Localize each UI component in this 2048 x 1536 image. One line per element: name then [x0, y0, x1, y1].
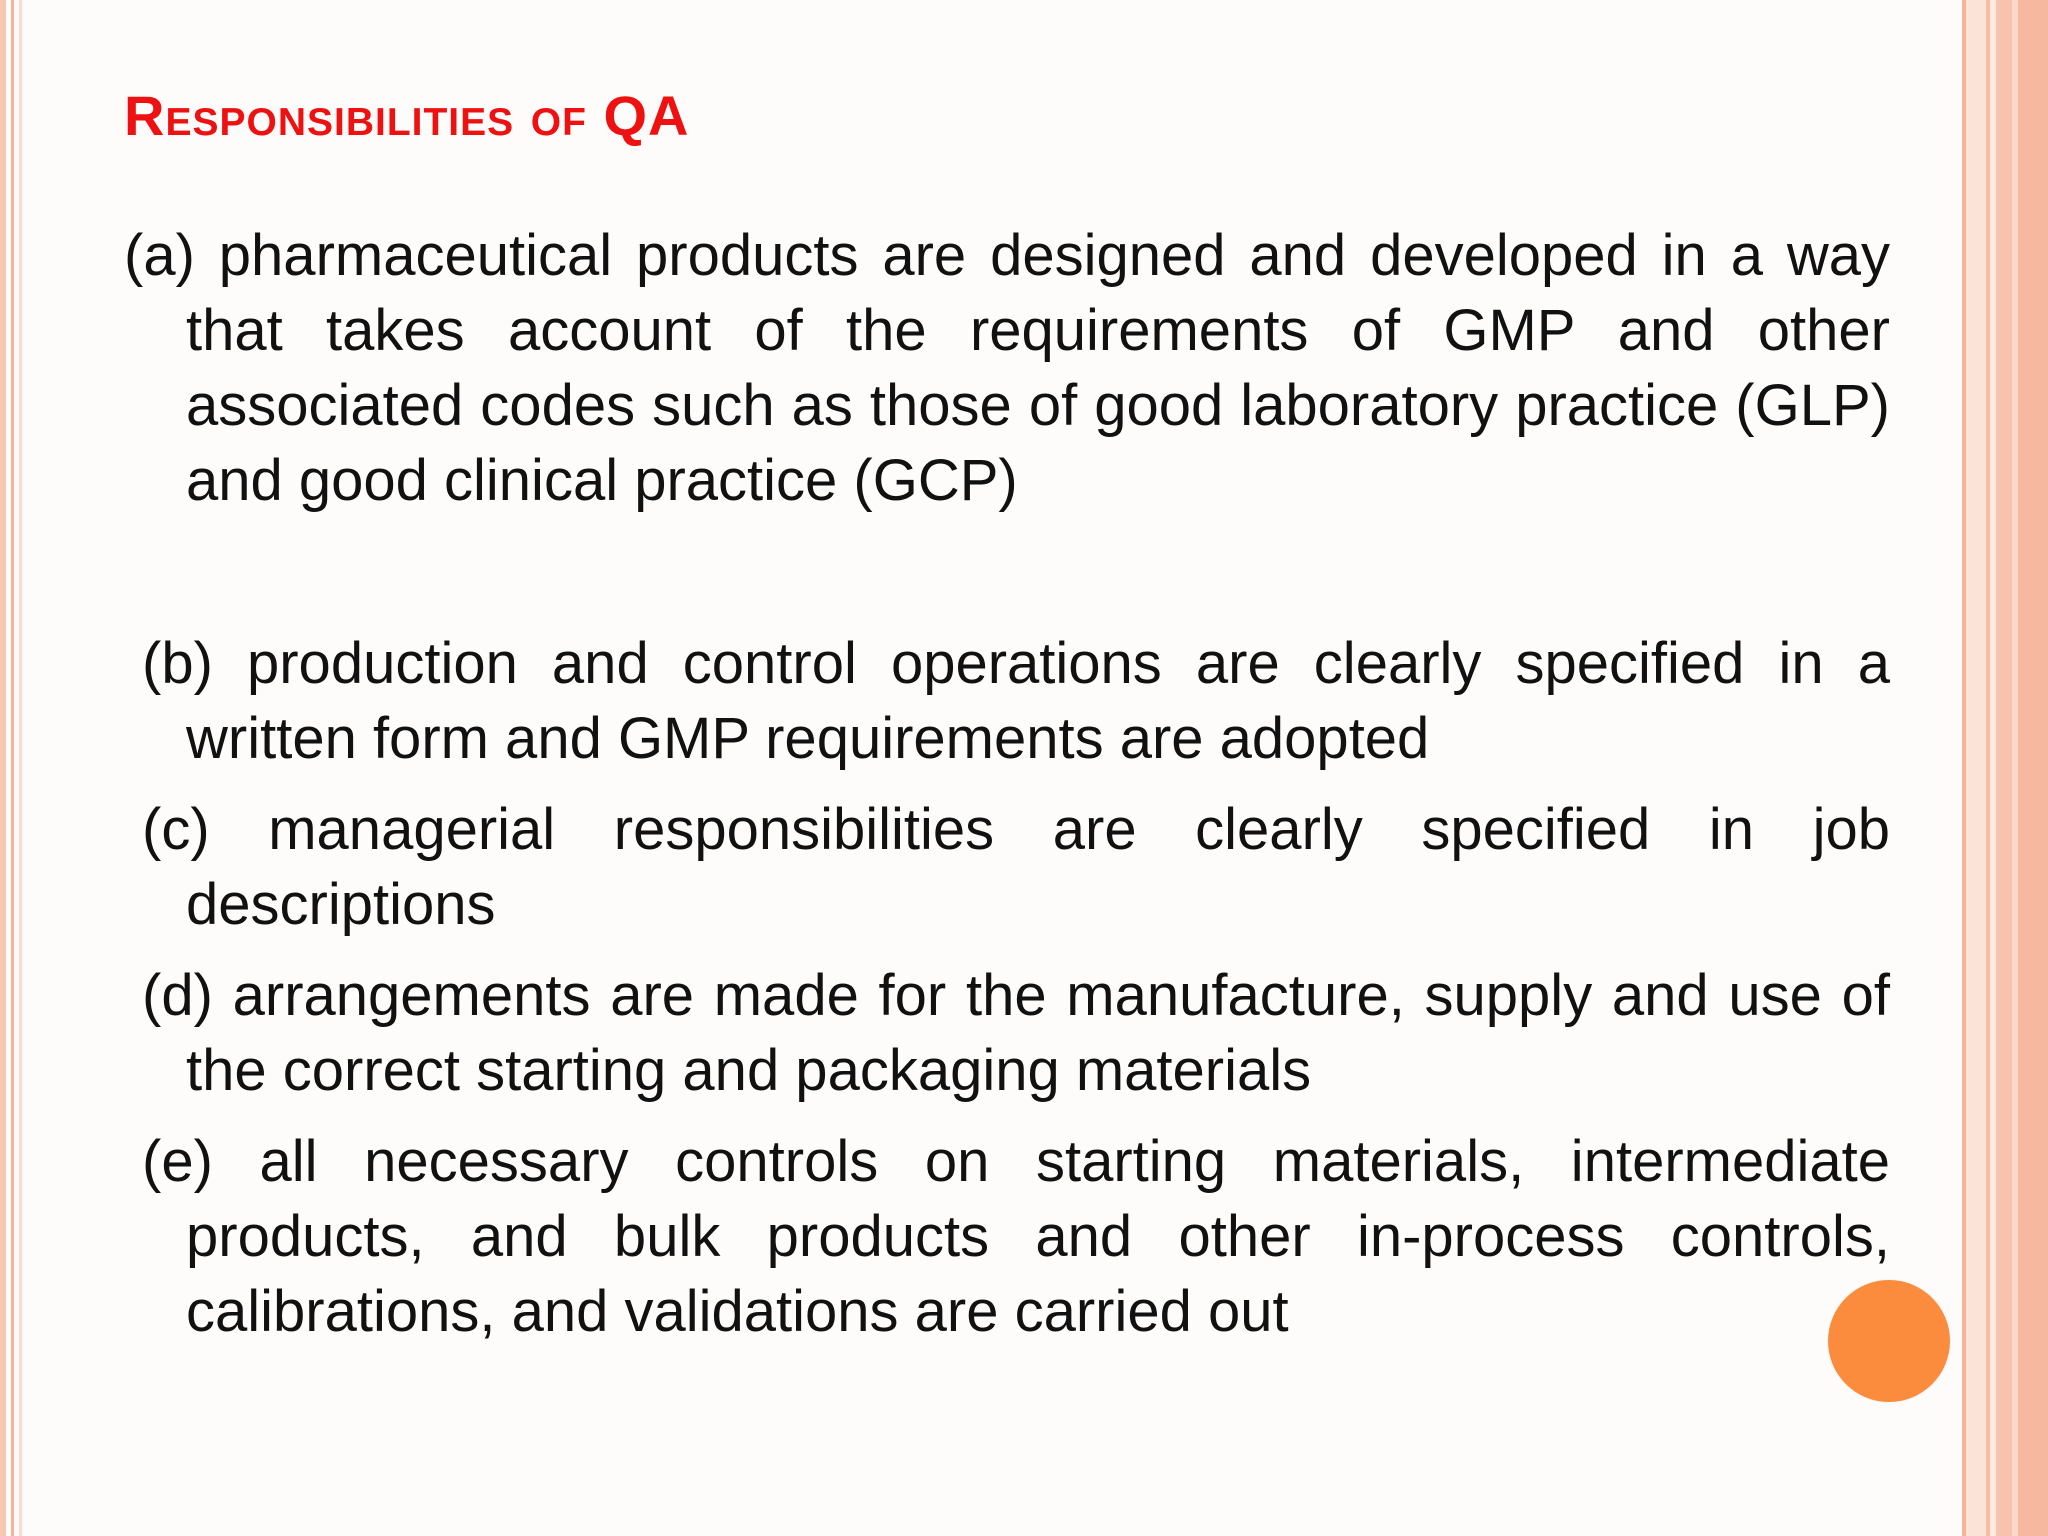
- item-label: (a): [124, 223, 195, 288]
- list-item-c: [124, 792, 1890, 942]
- item-text: pharmaceutical products are designed and developed in a way that takes account of the requirements of GMP and other associated codes such as those of good laboratory practice (GLP) and good clinical practice (GCP): [186, 223, 1890, 513]
- item-label: (b): [142, 631, 213, 696]
- item-text: all necessary controls on starting materials, intermediate products, and bulk products and other in-process controls, calibrations, and validations are carried out: [186, 1129, 1890, 1344]
- item-text: managerial responsibilities are clearly specified in job descriptions: [186, 797, 1890, 937]
- item-label: (e): [142, 1129, 213, 1194]
- item-label: (d): [142, 963, 213, 1028]
- slide-title: Responsibilities of QA: [124, 84, 690, 147]
- responsibilities-list: [124, 218, 1890, 1349]
- right-border-decoration: [1962, 0, 2048, 1536]
- left-border-decoration: [0, 0, 28, 1536]
- list-item-a: [124, 218, 1890, 518]
- item-text: arrangements are made for the manufacture, supply and use of the correct starting and packaging materials: [186, 963, 1891, 1103]
- item-text: production and control operations are clearly specified in a written form and GMP requirements are adopted: [186, 631, 1890, 771]
- orange-circle-decoration: [1828, 1280, 1950, 1402]
- list-item-e: [124, 1124, 1890, 1349]
- list-item-b: [124, 626, 1890, 776]
- item-label: (c): [142, 797, 210, 862]
- list-item-d: [124, 958, 1890, 1108]
